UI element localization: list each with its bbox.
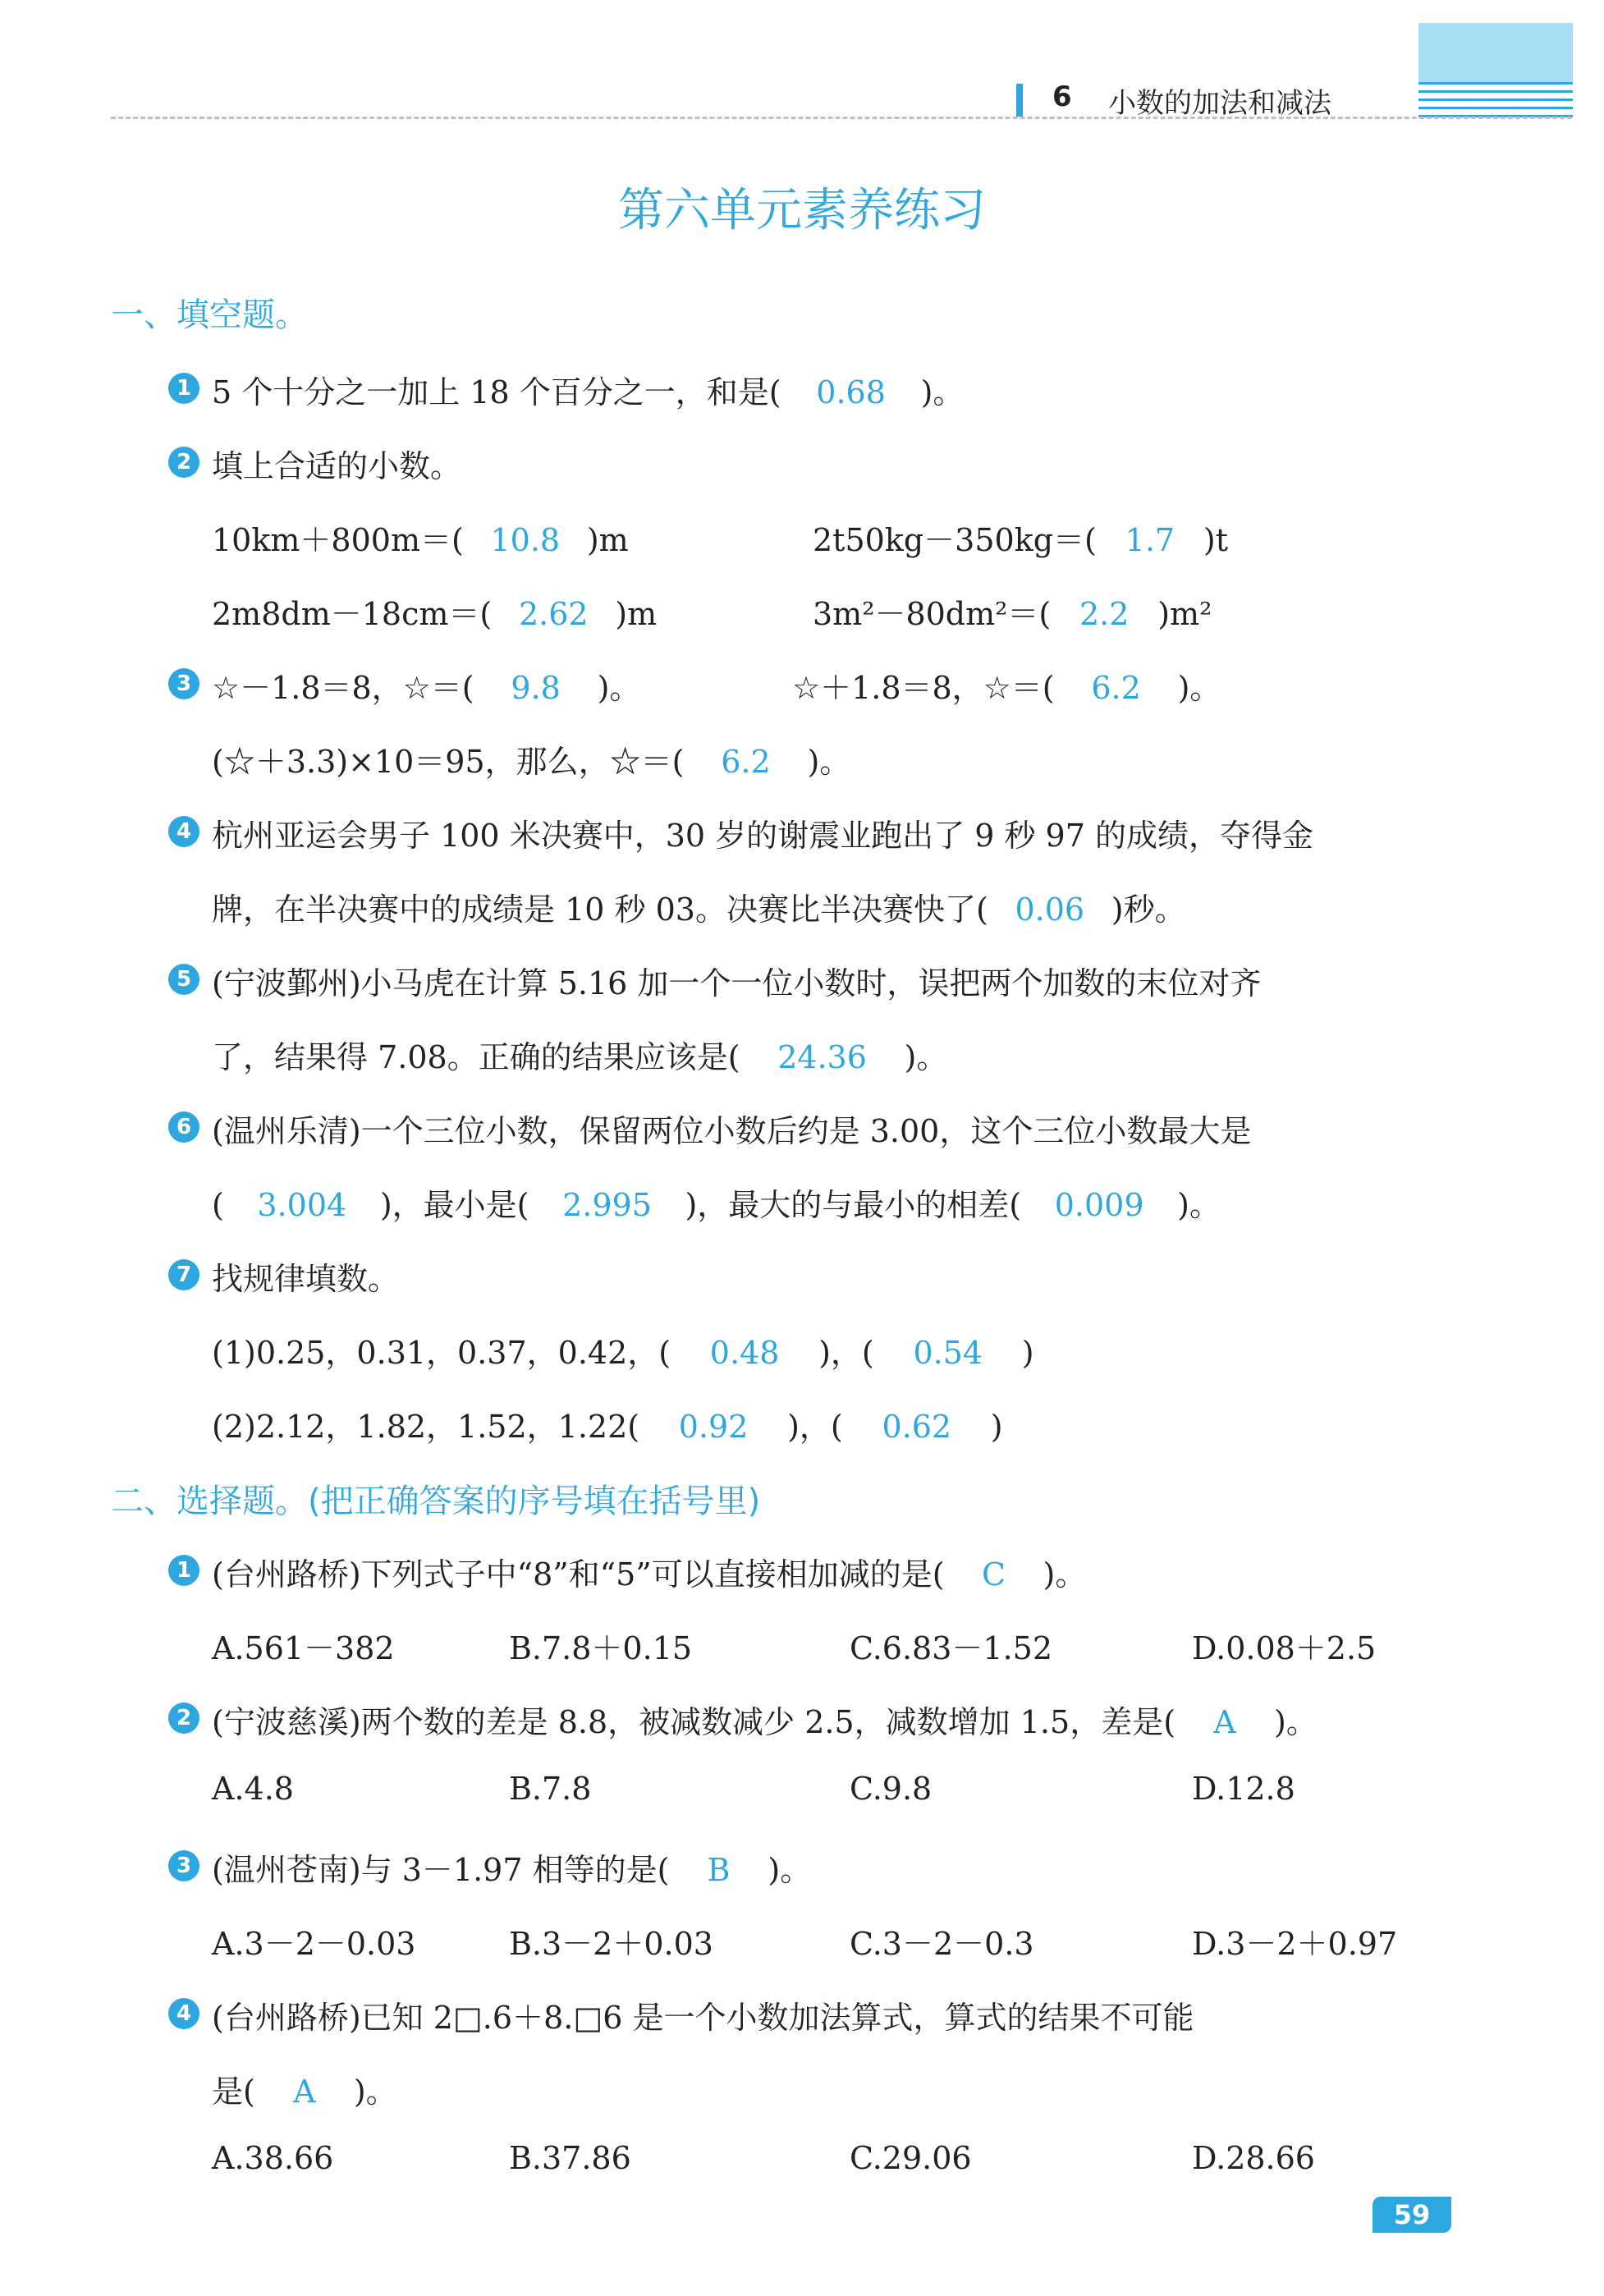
- question-1-4-line1: 杭州亚运会男子 100 米决赛中，30 岁的谢震业跑出了 9 秒 97 的成绩，夺得金: [212, 818, 1313, 854]
- answer: 3.004: [257, 1187, 347, 1223]
- question-number-badge: 3: [168, 1850, 199, 1881]
- option: A.3－2－0.03: [212, 1926, 416, 1962]
- question-number-badge: 7: [168, 1259, 199, 1290]
- answer: C: [982, 1556, 1006, 1593]
- section-title-multiple-choice: 二、选择题。(把正确答案的序号填在括号里): [111, 1483, 761, 1520]
- question-1-3-b: ☆＋1.8＝8，☆＝( 6.2 )。: [792, 670, 1221, 706]
- question-1-3-a: ☆－1.8＝8，☆＝( 9.8 )。: [212, 670, 641, 706]
- question-1-6-line2: ( 3.004 )，最小是( 2.995 )，最大的与最小的相差( 0.009 )。: [212, 1187, 1221, 1223]
- option: D.28.66: [1192, 2140, 1315, 2176]
- question-1-2-a: 10km＋800m＝( 10.8 )m: [212, 522, 629, 558]
- option: A.38.66: [212, 2140, 334, 2176]
- question-1-4-line2: 牌，在半决赛中的成绩是 10 秒 03。决赛比半决赛快了( 0.06 )秒。: [212, 891, 1186, 928]
- answer: 6.2: [721, 744, 771, 780]
- question-1-6-line1: (温州乐清)一个三位小数，保留两位小数后约是 3.00，这个三位小数最大是: [212, 1113, 1252, 1149]
- header-corner-lines: [1418, 82, 1573, 118]
- option: B.7.8: [509, 1771, 592, 1807]
- question-number-badge: 6: [168, 1111, 199, 1143]
- option: B.37.86: [509, 2140, 631, 2176]
- answer: A: [1213, 1704, 1236, 1740]
- option: C.29.06: [850, 2140, 972, 2176]
- question-number-badge: 4: [168, 816, 199, 847]
- question-2-1: (台州路桥)下列式子中“8”和“5”可以直接相加减的是( C )。: [212, 1556, 1087, 1593]
- header-accent-bar: [1016, 84, 1023, 117]
- answer: 2.62: [518, 596, 589, 632]
- question-1-2-b: 2t50kg－350kg＝( 1.7 )t: [813, 522, 1228, 558]
- question-number-badge: 2: [168, 1703, 199, 1734]
- answer: B: [707, 1852, 731, 1888]
- option: B.3－2＋0.03: [509, 1926, 713, 1962]
- question-1-7-line2: (2)2.12，1.82，1.52，1.22( 0.92 )，( 0.62 ): [212, 1409, 1003, 1445]
- answer: 0.54: [913, 1335, 983, 1371]
- answer: 0.62: [882, 1409, 952, 1445]
- question-1-7-line1: (1)0.25，0.31，0.37，0.42，( 0.48 )，( 0.54 ): [212, 1335, 1034, 1371]
- question-number-badge: 1: [168, 1555, 199, 1586]
- answer: 24.36: [777, 1039, 867, 1075]
- option: C.3－2－0.3: [850, 1926, 1034, 1962]
- option: D.3－2＋0.97: [1192, 1926, 1398, 1962]
- question-1-3-c: (☆＋3.3)×10＝95，那么，☆＝( 6.2 )。: [212, 744, 851, 780]
- answer: 0.48: [709, 1335, 780, 1371]
- question-1-7-stem: 找规律填数。: [212, 1261, 400, 1297]
- unit-title: 小数的加法和减法: [1108, 87, 1331, 120]
- answer: A: [293, 2074, 316, 2110]
- question-2-3: (温州苍南)与 3－1.97 相等的是( B )。: [212, 1852, 812, 1888]
- option: A.4.8: [212, 1771, 294, 1807]
- answer: 9.8: [511, 670, 561, 706]
- question-2-4-line1: (台州路桥)已知 2□.6＋8.□6 是一个小数加法算式，算式的结果不可能: [212, 2000, 1194, 2036]
- page-title: 第六单元素养练习: [618, 184, 986, 237]
- header-divider: [111, 117, 1572, 119]
- answer: 6.2: [1091, 670, 1141, 706]
- option: C.9.8: [850, 1771, 933, 1807]
- question-number-badge: 1: [168, 373, 199, 404]
- question-1-2-c: 2m8dm－18cm＝( 2.62 )m: [212, 596, 658, 632]
- answer: 1.7: [1125, 522, 1176, 558]
- page-number: 59: [1373, 2197, 1451, 2233]
- option: D.12.8: [1192, 1771, 1295, 1807]
- answer: 2.2: [1079, 596, 1130, 632]
- question-1-5-line2: 了，结果得 7.08。正确的结果应该是( 24.36 )。: [212, 1039, 948, 1075]
- header-corner-block: [1418, 23, 1573, 82]
- question-number-badge: 4: [168, 1998, 199, 2029]
- answer: 2.995: [562, 1187, 652, 1223]
- question-number-badge: 5: [168, 964, 199, 995]
- question-1-2-d: 3m²－80dm²＝( 2.2 )m²: [813, 596, 1212, 632]
- question-2-2: (宁波慈溪)两个数的差是 8.8，被减数减少 2.5，减数增加 1.5，差是( A )。: [212, 1704, 1318, 1740]
- answer: 0.06: [1015, 891, 1085, 928]
- answer: 0.92: [678, 1409, 749, 1445]
- unit-number: 6: [1052, 80, 1072, 113]
- option: B.7.8＋0.15: [509, 1630, 693, 1666]
- option: D.0.08＋2.5: [1192, 1630, 1377, 1666]
- question-2-4-line2: 是( A )。: [212, 2074, 397, 2110]
- answer: 0.009: [1054, 1187, 1144, 1223]
- question-number-badge: 3: [168, 668, 199, 699]
- section-title-fill-blank: 一、填空题。: [111, 296, 308, 334]
- question-1-5-line1: (宁波鄞州)小马虎在计算 5.16 加一个一位小数时，误把两个加数的末位对齐: [212, 965, 1262, 1001]
- question-1-2-stem: 填上合适的小数。: [212, 448, 462, 484]
- option: A.561－382: [212, 1630, 395, 1666]
- option: C.6.83－1.52: [850, 1630, 1053, 1666]
- answer: 10.8: [490, 522, 561, 558]
- question-number-badge: 2: [168, 447, 199, 478]
- answer: 0.68: [816, 374, 886, 410]
- question-1-1: 5 个十分之一加上 18 个百分之一，和是( 0.68 )。: [212, 374, 965, 410]
